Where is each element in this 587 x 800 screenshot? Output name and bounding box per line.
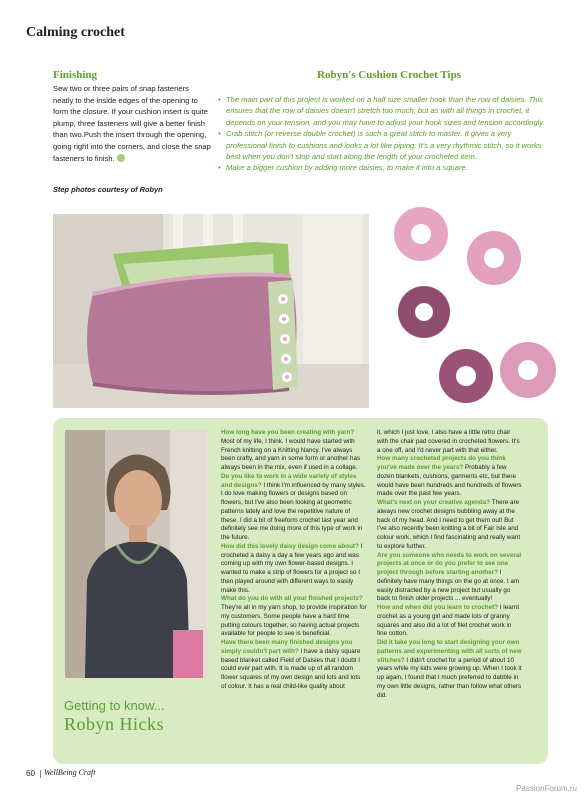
page-number: 60 — [26, 769, 35, 778]
answer: it, which I just love. I also have a little retro chair with the chair pad covered in crocheted flowers. It's a one off, and I'd never part with that either. — [377, 429, 520, 454]
interview-column-2 — [377, 429, 523, 700]
answer: Most of my life, I think. I would have started with French knitting on a Knitting Nancy. I've always been crafty, and yarn in some form or another has always been in the mix, even if used in a collage. — [221, 437, 361, 471]
footer-divider — [40, 770, 41, 778]
answer: Probably a few dozen blankets, cushions, garments etc, but there would have been hundreds and hundreds of flowers made over the past few years. — [377, 464, 522, 498]
finishing-body — [53, 83, 211, 164]
interview-column-1 — [221, 429, 367, 692]
tip-item: • Crab stitch (or reverse double crochet) is such a great stitch to master. It gives a very professional finish to cushions and looks a lot like piping. It's a very rhythmic stitch, so it works best when you don't stop and start along the length of your crocheted item. — [218, 128, 548, 162]
section-title: Calming crochet — [26, 25, 125, 40]
question: Are you someone who needs to work on several projects at once or do you prefer to see one project through before starting another? — [377, 551, 522, 576]
tip-item: • The main part of this project is worked on a half size smaller hook than the row of daisies. This ensures that the row of daisies doesn't stretch too much, but as with all things in crochet, it depends on your tension, and you may have to adjust your hook sizes and tension accordingly. — [218, 94, 548, 128]
question: Do you like to work in a wide variety of styles and designs? — [221, 472, 357, 489]
getting-to-know-label: Getting to know... — [64, 698, 165, 713]
answer: I crocheted a daisy a day a few years ago and was coming up with my own flower-based designs. I wanted to make a strip of flowers for a project so I then played around with different ways to easily make this. — [221, 542, 363, 594]
photo-credit: Step photos courtesy of Robyn — [53, 185, 163, 194]
question: What do you do with all your finished projects? — [221, 595, 363, 603]
finishing-heading: Finishing — [53, 69, 98, 81]
answer: I definitely have many things on the go at once. I am easily distracted by a new project but usually go back to finish older projects ... eventually! — [377, 569, 520, 603]
answer: There are always new crochet designs bubbling away at the back of my head. And I need to get them out! But I've also recently been knitting a bit of Fair Isle and colour work, which I find fascinating and really want to explore further. — [377, 499, 521, 550]
tip-item: • Make a bigger cushion by adding more daisies, to make it into a square. — [218, 162, 548, 173]
footer-brand: WellBeing Craft — [44, 768, 96, 777]
answer: I think I'm influenced by many styles. I do love making flowers or designs based on flowers, but I've also been looking at geometric patterns lately and love the repetitive nature of these. I did a bit of freeform crochet last year and definitely see me doing more of this type of work in the future. — [221, 481, 366, 541]
interviewee-name: Robyn Hicks — [64, 714, 164, 734]
smiley-icon — [117, 154, 125, 162]
question: Have there been many finished designs you simply couldn't part with? — [221, 639, 353, 655]
question: How and when did you learn to crochet? — [377, 604, 499, 611]
finishing-text: Sew two or three pairs of snap fasteners neatly to the inside edges of the opening to form the closure. If your cushion insert is quite plump, three fasteners will give a better finish than two.Push the insert through the opening, going right into the corners, and close the snap fasteners to finish. — [53, 84, 211, 163]
cushion-photo — [53, 214, 369, 408]
question: Did it take you long to start designing your own patterns and experimenting with all sorts of new stitches? — [377, 639, 522, 664]
tips-heading: Robyn's Cushion Crochet Tips — [317, 69, 461, 81]
tips-list — [218, 94, 548, 174]
watermark: PassionForum.ru — [516, 784, 577, 793]
question: How many crocheted projects do you think you've made over the years? — [377, 455, 506, 471]
answer: I have a daisy square based blanket called Field of Daisies that I doubt I could ever part with. It is made up of all random flower squares of my own design and lots and lots of colour. It has a real child-like quality about — [221, 647, 361, 690]
portrait-photo — [65, 430, 207, 678]
answer: I didn't crochet for a period of about 10 years while my kids were growing up. When I took it up again, I found that I much preferred to dabble in my own little designs, rather than follow what others did. — [377, 656, 522, 699]
question: How did this lovely daisy design come about? — [221, 542, 359, 550]
answer: I learnt crochet as a young girl and made lots of granny squares and also did a lot of filet crochet work in fine cotton. — [377, 604, 520, 638]
question: How long have you been creating with yarn? — [221, 429, 355, 436]
answer: They're all in my yarn shop, to provide inspiration for my customers. Some people have a hard time putting colours together, so having actual projects available for people to see is beneficial. — [221, 604, 367, 638]
question: What's next on your creative agenda? — [377, 499, 491, 506]
daisies-photo — [376, 200, 566, 415]
